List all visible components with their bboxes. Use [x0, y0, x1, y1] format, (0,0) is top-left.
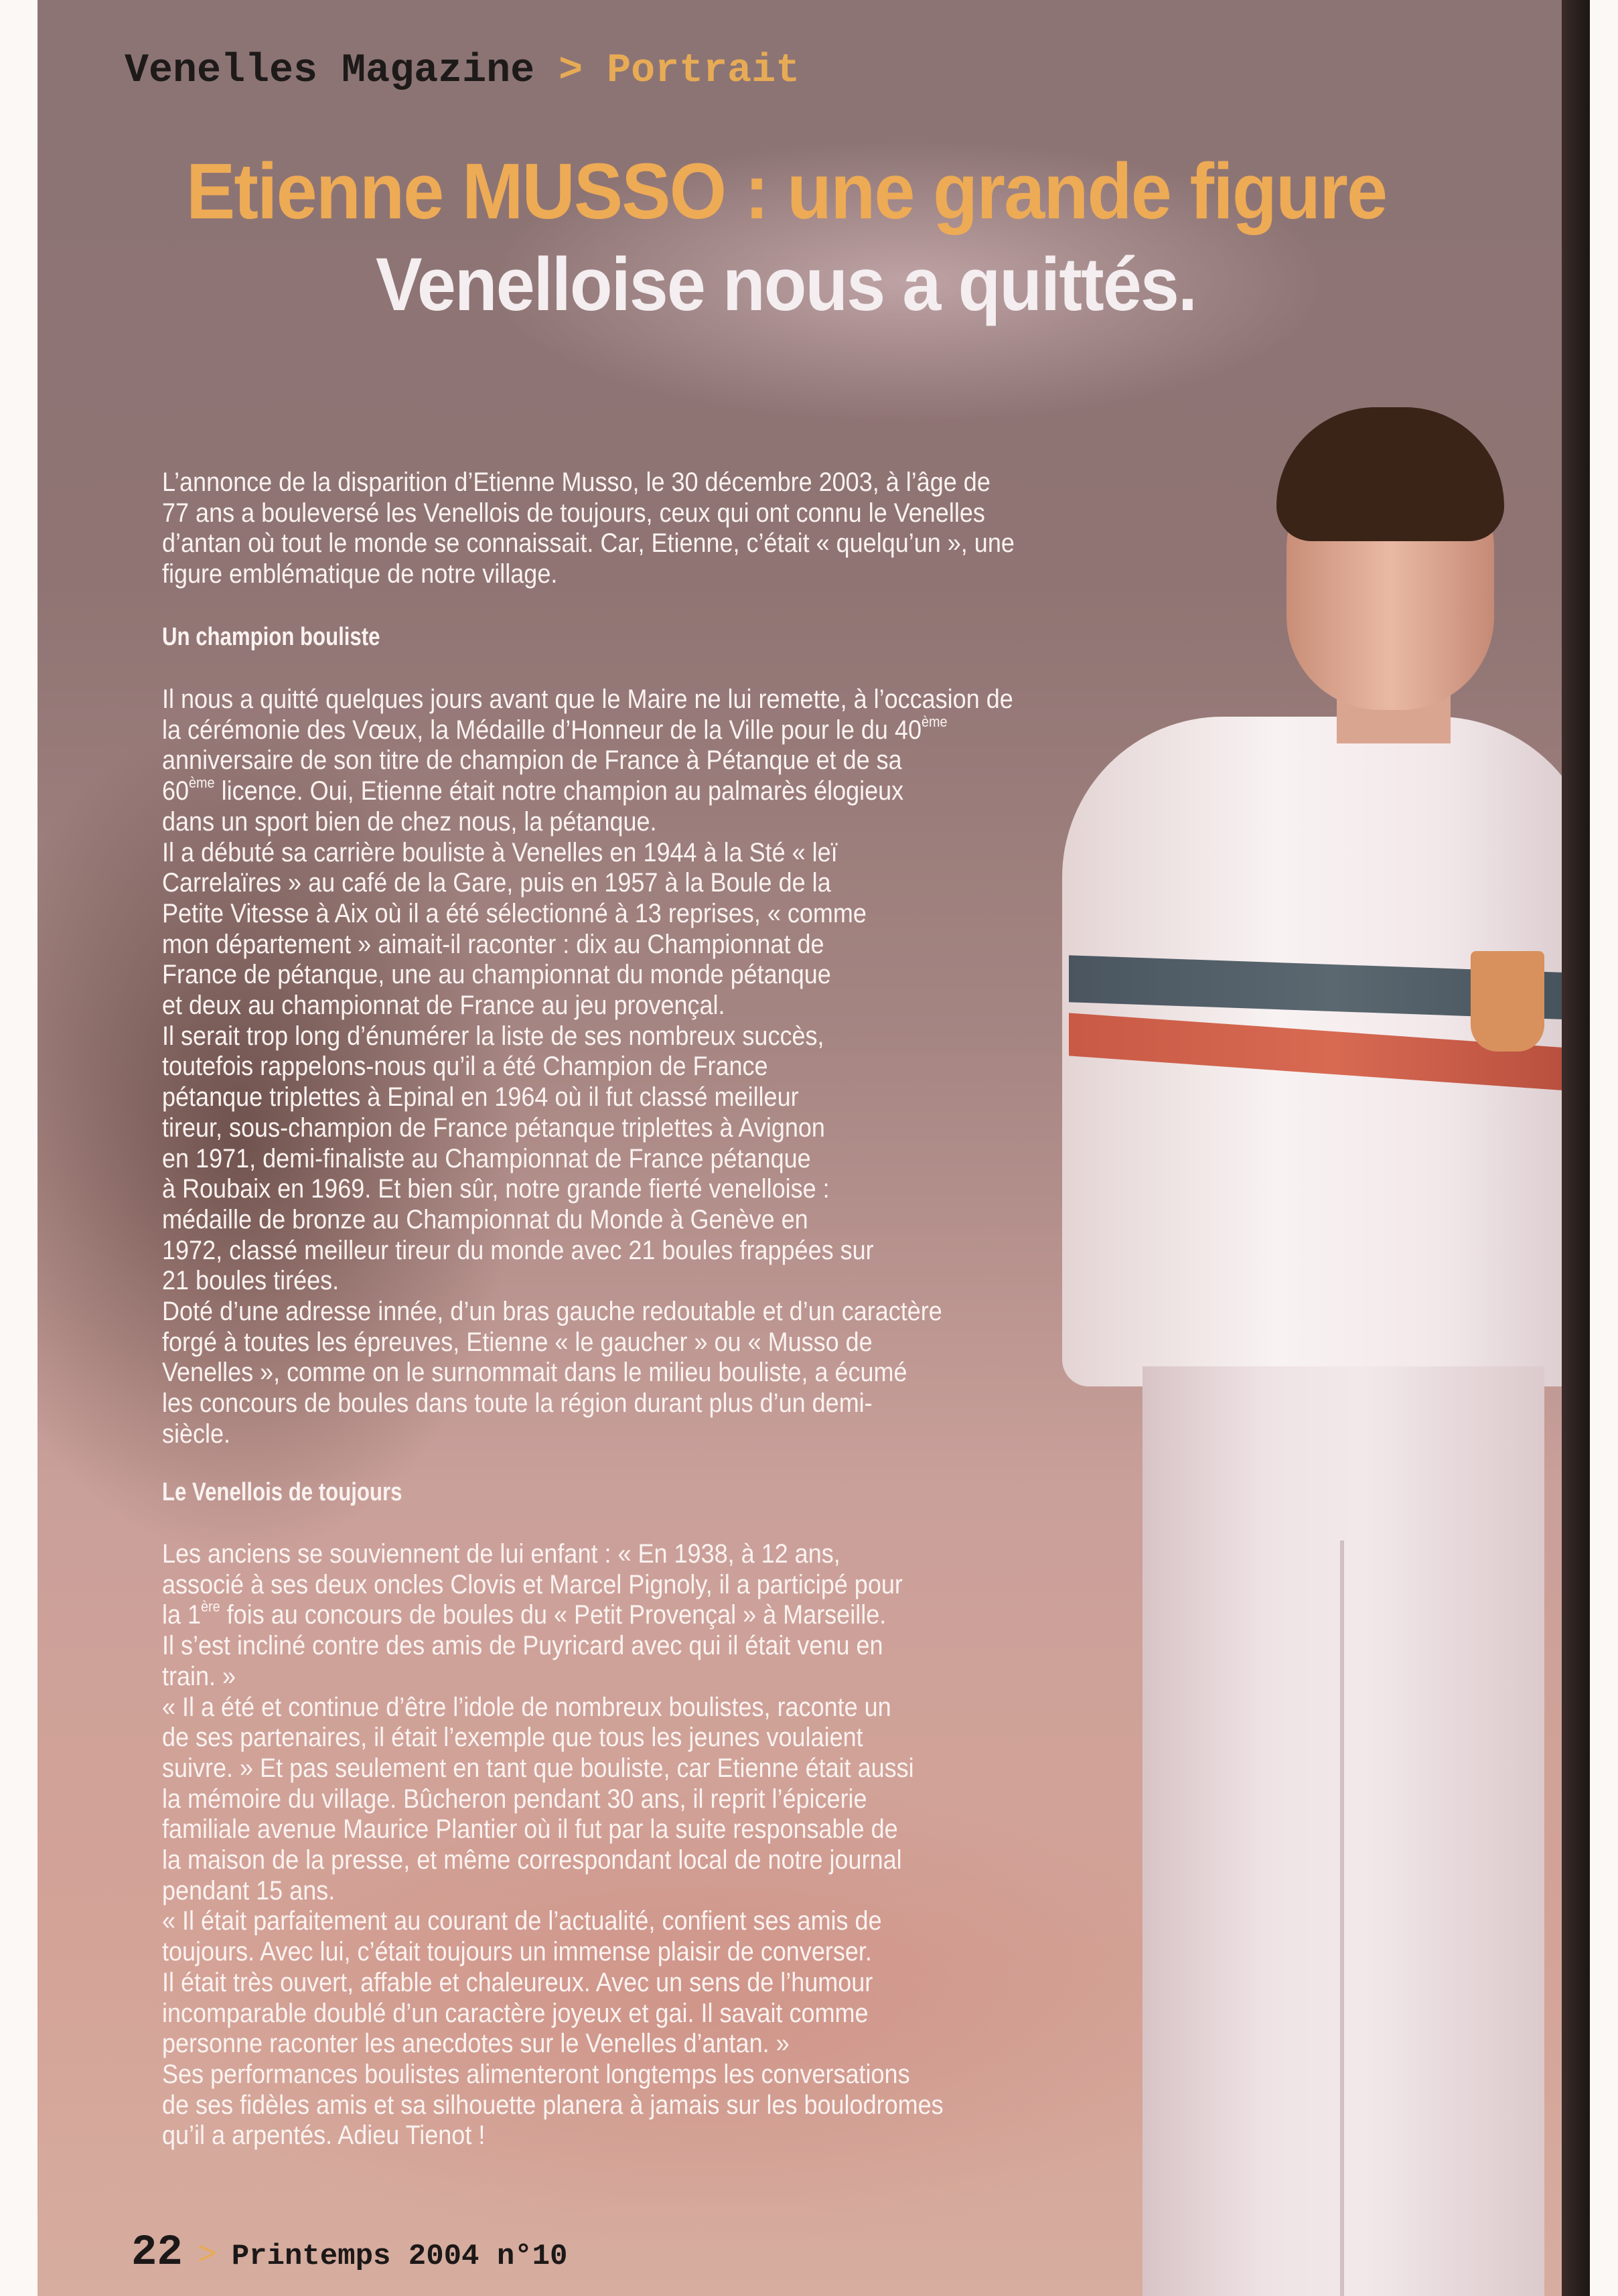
line-text: et deux au championnat de France au jeu provençal. [162, 991, 725, 1021]
text-line [162, 1021, 1013, 1052]
line-text: la 1 [162, 1600, 202, 1630]
text-line [162, 2060, 944, 2090]
line-text: Ses performances boulistes alimenteront longtemps les conversations [162, 2059, 910, 2089]
section-venellois-text [162, 1539, 1030, 2151]
line-text: associé à ses deux oncles Clovis et Marcel Pignoly, il a participé pour [162, 1569, 903, 1599]
scan-edge-shadow [1562, 0, 1590, 2296]
line-text: 1972, classé meilleur tireur du monde avec 21 boules frappées sur [162, 1235, 874, 1265]
magazine-page [38, 0, 1562, 2296]
text-line [162, 1297, 1013, 1328]
line-text: Il a débuté sa carrière bouliste à Venelles en 1944 à la Sté « leï [162, 837, 838, 867]
text-line [162, 1144, 1013, 1175]
line-text: pendant 15 ans. [162, 1875, 336, 1906]
text-line [162, 715, 1013, 746]
text-line [162, 1205, 1013, 1236]
text-line [162, 960, 1013, 991]
line-text: les concours de boules dans toute la région durant plus d’un demi- [162, 1388, 873, 1419]
line-text: Il serait trop long d’énumérer la liste de ses nombreux succès, [162, 1021, 824, 1051]
text-line [162, 1631, 944, 1662]
text-line [162, 1236, 1013, 1267]
line-text: de ses fidèles amis et sa silhouette planera à jamais sur les boulodromes [162, 2090, 944, 2120]
subheading-venellois: Le Venellois de toujours [162, 1478, 402, 1506]
text-line [162, 868, 1013, 899]
line-text: Il s’est incliné contre des amis de Puyricard avec qui il était venu en [162, 1631, 883, 1661]
text-line [162, 2090, 944, 2121]
line-text: mon département » aimait-il raconter : dix au Championnat de [162, 929, 824, 959]
text-line [162, 838, 1013, 869]
line-text: familiale avenue Maurice Plantier où il fut par la suite responsable de [162, 1814, 898, 1845]
ordinal-superscript: ère [201, 1598, 220, 1616]
text-line [162, 1539, 944, 1570]
text-line [162, 1388, 1013, 1419]
text-line [162, 807, 1013, 838]
text-line: d’antan où tout le monde se connaissait. Car, Etienne, c’était « quelqu’un », une [162, 528, 1015, 559]
text-line [162, 1052, 1013, 1082]
text-line [162, 1784, 944, 1815]
text-line: L’annonce de la disparition d’Etienne Musso, le 30 décembre 2003, à l’âge de [162, 468, 990, 497]
line-text: la mémoire du village. Bûcheron pendant 30 ans, il reprit l’épicerie [162, 1784, 867, 1814]
text-line [162, 991, 1013, 1021]
text-line [162, 899, 1013, 930]
text-line [162, 745, 1013, 776]
line-text: toutefois rappelons-nous qu’il a été Champion de France [162, 1052, 768, 1082]
line-text: dans un sport bien de chez nous, la pétanque. [162, 806, 657, 837]
portrait-photo [1042, 402, 1562, 2296]
issue-label: Printemps 2004 n°10 [231, 2240, 568, 2273]
line-text: Venelles », comme on le surnommait dans le milieu bouliste, a écumé [162, 1358, 907, 1388]
line-text: pétanque triplettes à Epinal en 1964 où il fut classé meilleur [162, 1082, 799, 1113]
line-text: en 1971, demi-finaliste au Championnat de France pétanque [162, 1143, 811, 1173]
line-text: « Il était parfaitement au courant de l’actualité, confient ses amis de [162, 1906, 882, 1936]
line-text: la cérémonie des Vœux, la Médaille d’Honneur de la Ville pour le du 40 [162, 715, 922, 745]
text-line [162, 1845, 944, 1876]
text-line [162, 1876, 944, 1907]
sweater-crest [1471, 951, 1544, 1052]
line-text: Il était très ouvert, affable et chaleureux. Avec un sens de l’humour [162, 1967, 873, 1997]
line-text: anniversaire de son titre de champion de France à Pétanque et de sa [162, 745, 902, 776]
line-text: qu’il a arpentés. Adieu Tienot ! [162, 2121, 486, 2151]
line-text: 60 [162, 776, 190, 806]
text-line [162, 2029, 944, 2060]
running-header [125, 48, 800, 94]
intro-paragraph [162, 468, 1109, 590]
trouser-crease [1340, 1540, 1344, 2296]
text-line [162, 1600, 944, 1631]
section-champion-text [162, 685, 1108, 1450]
section-name: Portrait [607, 48, 800, 94]
text-line [162, 1419, 1013, 1450]
line-text: Il nous a quitté quelques jours avant que le Maire ne lui remette, à l’occasion de [162, 685, 1013, 714]
text-line [162, 1693, 944, 1723]
text-line: figure emblématique de notre village. [162, 559, 558, 589]
text-line [162, 1937, 944, 1968]
text-line [162, 1753, 944, 1784]
text-line [162, 1999, 944, 2029]
breadcrumb-separator: > [559, 48, 583, 94]
text-line [162, 1906, 944, 1937]
footer-separator: > [198, 2236, 217, 2271]
text-line [162, 1570, 944, 1601]
text-line [162, 1358, 1013, 1388]
line-text: personne raconter les anecdotes sur le Venelles d’antan. » [162, 2029, 790, 2059]
text-line [162, 1328, 1013, 1358]
line-text: la maison de la presse, et même correspondant local de notre journal [162, 1845, 902, 1875]
line-text: fois au concours de boules du « Petit Provençal » à Marseille. [220, 1600, 887, 1630]
line-text: de ses partenaires, il était l’exemple que tous les jeunes voulaient [162, 1723, 863, 1753]
line-text: Doté d’une adresse innée, d’un bras gauche redoutable et d’un caractère [162, 1297, 942, 1327]
line-text: toujours. Avec lui, c’était toujours un immense plaisir de converser. [162, 1937, 872, 1967]
ordinal-superscript: ème [189, 774, 215, 792]
line-text: suivre. » Et pas seulement en tant que bouliste, car Etienne était aussi [162, 1753, 914, 1783]
text-line [162, 1723, 944, 1753]
ordinal-superscript: ème [921, 713, 948, 730]
line-text: Petite Vitesse à Aix où il a été sélectionné à 13 reprises, « comme [162, 898, 867, 928]
line-text: tireur, sous-champion de France pétanque triplettes à Avignon [162, 1113, 825, 1143]
line-text: siècle. [162, 1419, 231, 1449]
line-text: 21 boules tirées. [162, 1266, 340, 1296]
line-text: forgé à toutes les épreuves, Etienne « le gaucher » ou « Musso de [162, 1327, 873, 1357]
text-line [162, 1968, 944, 1999]
line-text: incomparable doublé d’un caractère joyeux et gai. Il savait comme [162, 1998, 869, 2028]
text-line [162, 2121, 944, 2151]
magazine-name: Venelles Magazine [125, 48, 535, 94]
line-text: Les anciens se souviennent de lui enfant : « En 1938, à 12 ans, [162, 1539, 840, 1569]
line-text: médaille de bronze au Championnat du Monde à Genève en [162, 1204, 808, 1234]
line-text: « Il a été et continue d’être l’idole de nombreux boulistes, raconte un [162, 1692, 891, 1722]
page-number: 22 [131, 2229, 183, 2277]
line-text: train. » [162, 1661, 236, 1691]
line-text: licence. Oui, Etienne était notre champion au palmarès élogieux [214, 776, 904, 806]
subheading-champion: Un champion bouliste [162, 623, 380, 651]
text-line [162, 776, 1013, 807]
text-line [162, 930, 1013, 960]
line-text: France de pétanque, une au championnat du monde pétanque [162, 960, 831, 990]
line-text: à Roubaix en 1969. Et bien sûr, notre grande fierté venelloise : [162, 1174, 830, 1204]
headline-line-2: Venelloise nous a quittés. [376, 242, 1197, 326]
text-line [162, 685, 1013, 715]
text-line [162, 1174, 1013, 1205]
text-line [162, 1082, 1013, 1113]
text-line [162, 1814, 944, 1845]
line-text: Carrelaïres » au café de la Gare, puis en 1957 à la Boule de la [162, 868, 831, 898]
hair [1276, 407, 1504, 541]
text-line: 77 ans a bouleversé les Venellois de toujours, ceux qui ont connu le Venelles [162, 498, 985, 528]
text-line [162, 1662, 944, 1693]
text-line [162, 1266, 1013, 1297]
headline-line-1: Etienne MUSSO : une grande figure [186, 147, 1387, 236]
page-footer [131, 2229, 567, 2277]
text-line [162, 1113, 1013, 1144]
